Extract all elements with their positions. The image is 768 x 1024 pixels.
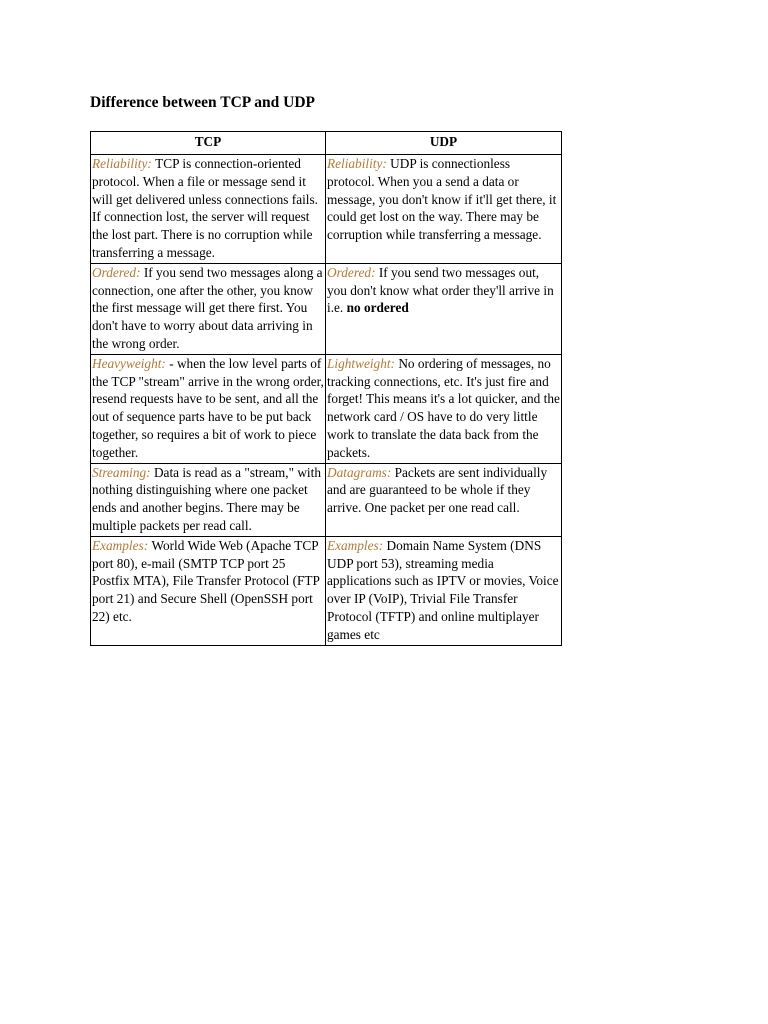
term-label: Examples:	[327, 537, 387, 553]
term-label: Lightweight:	[327, 355, 399, 371]
term-label: Reliability:	[327, 156, 391, 171]
comparison-table	[90, 131, 562, 646]
tcp-ordered-cell	[91, 263, 326, 354]
udp-weight-cell	[326, 354, 562, 463]
cell-text: If you send two messages along a connection, one after the other, you know the first message will get there first. You don't have to worry about data arriving in the wrong order.	[92, 264, 323, 351]
udp-examples-cell	[326, 536, 562, 645]
tcp-streaming-cell	[91, 463, 326, 536]
table-row	[91, 155, 562, 264]
term-label: Datagrams:	[327, 464, 395, 480]
term-label: Examples:	[92, 537, 152, 553]
tcp-examples-cell	[91, 536, 326, 645]
term-label: Reliability:	[92, 156, 156, 171]
cell-text: Domain Name System (DNS UDP port 53), streaming media applications such as IPTV or movies, Voice over IP (VoIP), Trivial File Transfer Protocol (TFTP) and online multiplayer games etc	[327, 537, 559, 642]
emphasis-text: no ordered	[346, 300, 409, 316]
cell-text: UDP is connectionless protocol. When you a send a data or message, you don't know if it'll get there, it could get lost on the way. There may be corruption while transferring a message.	[327, 156, 557, 243]
cell-text: Packets are sent individually and are guaranteed to be whole if they arrive. One packet per one read call.	[327, 464, 548, 516]
term-label: Ordered:	[92, 264, 144, 280]
term-label: Heavyweight:	[92, 355, 170, 371]
cell-text: Data is read as a "stream," with nothing distinguishing where one packet ends and another begins. There may be multiple packets per read call.	[92, 464, 321, 533]
term-label: Ordered:	[327, 264, 379, 280]
table-row	[91, 354, 562, 463]
table-row	[91, 263, 562, 354]
term-label: Streaming:	[92, 464, 154, 480]
table-row	[91, 463, 562, 536]
cell-text: - when the low level parts of the TCP "stream" arrive in the wrong order, resend requests have to be sent, and all the out of sequence parts have to be put back together, so requires a bit of work to piece together.	[92, 355, 324, 460]
cell-text: TCP is connection-oriented protocol. When a file or message send it will get delivered unless connections fails. If connection lost, the server will request the lost part. There is no corruption while transferring a message.	[92, 156, 318, 260]
udp-datagrams-cell	[326, 463, 562, 536]
cell-text: No ordering of messages, no tracking connections, etc. It's just fire and forget! This means it's a lot quicker, and the network card / OS have to do very little work to translate the data back from the packets.	[327, 355, 560, 460]
table-row	[91, 536, 562, 645]
cell-text: World Wide Web (Apache TCP port 80), e-mail (SMTP TCP port 25 Postfix MTA), File Transfer Protocol (FTP port 21) and Secure Shell (OpenSSH port 22) etc.	[92, 537, 320, 624]
table-header-row	[91, 132, 562, 155]
tcp-weight-cell	[91, 354, 326, 463]
document-title: Difference between TCP and UDP	[90, 94, 316, 111]
udp-reliability-cell	[326, 155, 562, 264]
header-tcp: TCP	[91, 132, 326, 155]
cell-text: If you send two messages out, you don't know what order they'll arrive in i.e.	[327, 264, 554, 316]
tcp-reliability-cell	[91, 155, 326, 264]
udp-ordered-cell	[326, 263, 562, 354]
header-udp: UDP	[326, 132, 562, 155]
